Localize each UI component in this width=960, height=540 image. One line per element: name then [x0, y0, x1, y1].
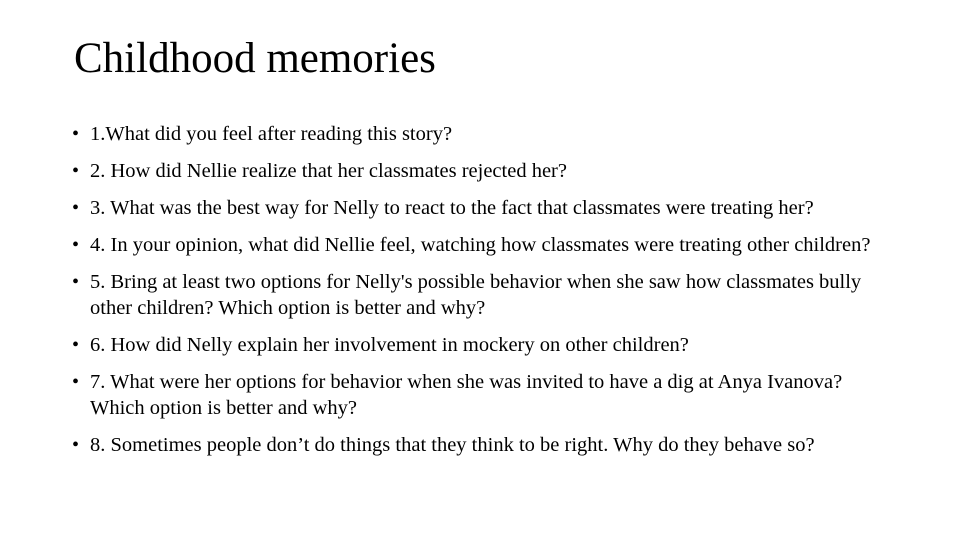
question-text: 6. How did Nelly explain her involvement in mockery on other children? [90, 334, 689, 356]
question-item [72, 195, 892, 221]
bullet-icon: • [72, 371, 80, 393]
question-text: 5. Bring at least two options for Nelly's possible behavior when she saw how classmates bully other children? Which option is better and why? [90, 271, 862, 319]
question-item [72, 332, 892, 358]
question-text: 7. What were her options for behavior when she was invited to have a dig at Anya Ivanova? Which option is better and why? [90, 371, 843, 419]
bullet-icon: • [72, 334, 80, 356]
bullet-icon: • [72, 434, 80, 456]
question-text: 2. How did Nellie realize that her classmates rejected her? [90, 160, 567, 182]
question-item [72, 158, 892, 184]
question-text: 1.What did you feel after reading this story? [90, 123, 453, 145]
question-text: 3. What was the best way for Nelly to react to the fact that classmates were treating her? [90, 197, 814, 219]
question-item [72, 269, 892, 321]
question-item [72, 232, 892, 258]
bullet-icon: • [72, 123, 80, 145]
question-text: 4. In your opinion, what did Nellie feel, watching how classmates were treating other children? [90, 234, 871, 256]
question-text: 8. Sometimes people don’t do things that they think to be right. Why do they behave so? [90, 434, 815, 456]
slide-title: Childhood memories [74, 35, 436, 82]
bullet-icon: • [72, 271, 80, 293]
question-item [72, 369, 892, 421]
bullet-icon: • [72, 160, 80, 182]
question-item [72, 121, 892, 147]
question-list [72, 121, 892, 469]
bullet-icon: • [72, 197, 80, 219]
bullet-icon: • [72, 234, 80, 256]
question-item [72, 432, 892, 458]
